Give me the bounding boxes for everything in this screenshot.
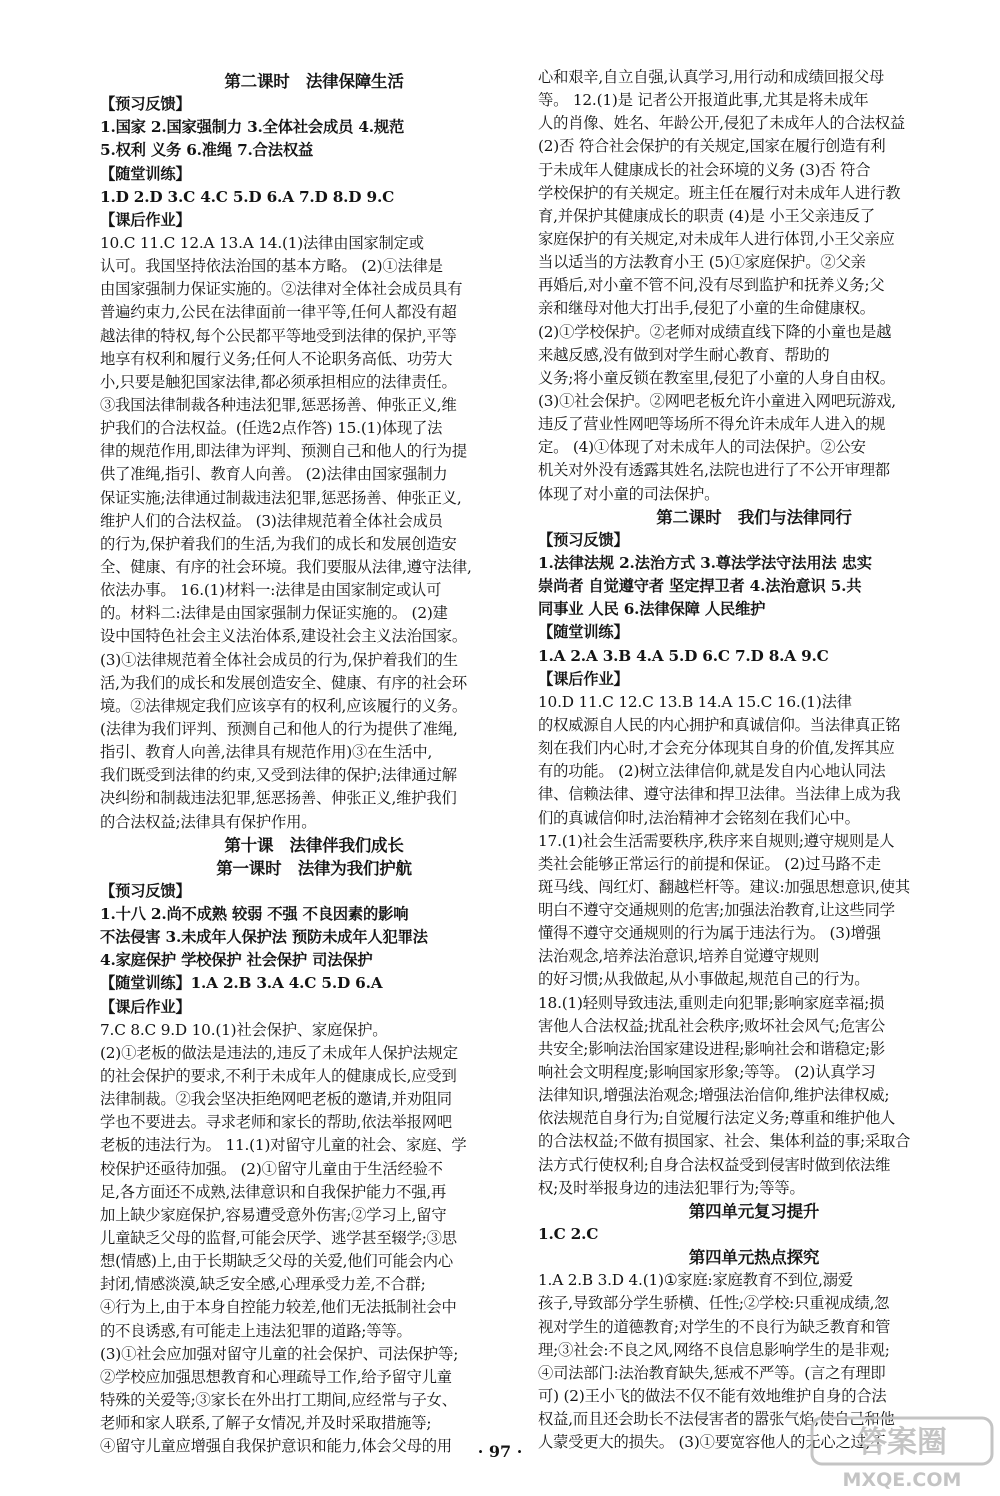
answer-key-line: 【预习反馈】 bbox=[100, 881, 191, 900]
text-line: 律、信赖法律、遵守法律和捍卫法律。当法律上成为我 bbox=[538, 785, 901, 804]
section-heading: 第四单元复习提升 bbox=[688, 1201, 820, 1221]
text-line: 于未成年人健康成长的社会环境的义务 (3)否 符合 bbox=[538, 160, 871, 179]
text-line: 体现了对小童的司法保护。 bbox=[538, 484, 720, 503]
text-line: 的不良诱惑,有可能走上违法犯罪的道路;等等。 bbox=[100, 1321, 412, 1340]
text-line: 的好习惯;从我做起,从小事做起,规范自己的行为。 bbox=[538, 970, 870, 989]
text-line: 儿童缺乏父母的监督,可能会厌学、逃学甚至辍学;③思 bbox=[100, 1229, 457, 1248]
text-line: 境。②法律规定我们应该享有的权利,应该履行的义务。 bbox=[100, 696, 467, 715]
text-line: 权;及时举报身边的违法犯罪行为;等等。 bbox=[538, 1178, 805, 1197]
text-line: 法方式行使权利;自身合法权益受到侵害时做到依法维 bbox=[538, 1155, 891, 1174]
text-line: 7.C 8.C 9.D 10.(1)社会保护、家庭保护。 bbox=[100, 1020, 388, 1039]
text-line: (2)否 符合社会保护的有关规定,国家在履行创造有利 bbox=[538, 137, 886, 156]
text-line: 学也不要进去。寻求老师和家长的帮助,依法举报网吧 bbox=[100, 1113, 452, 1132]
section-heading: 第十课 法律伴我们成长 bbox=[224, 835, 404, 855]
section-heading: 第二课时 法律保障生活 bbox=[224, 72, 404, 91]
text-line: 育,并保护其健康成长的职责 (4)是 小王父亲违反了 bbox=[538, 206, 875, 225]
text-line: 法律知识,增强法治观念;增强法治信仰,维护法律权威; bbox=[538, 1086, 890, 1105]
text-line: 校保护还亟待加强。 (2)①留守儿童由于生活经验不 bbox=[100, 1159, 443, 1178]
watermark-title: 答案圈 bbox=[857, 1425, 947, 1460]
answer-key-line: 不法侵害 3.未成年人保护法 预防未成年人犯罪法 bbox=[100, 928, 428, 947]
text-line: 越法律的特权,每个公民都平等地受到法律的保护,平等 bbox=[100, 326, 457, 345]
answer-key-line: 【课后作业】 bbox=[100, 210, 191, 229]
text-line: 依法办事。 16.(1)材料一:法律是由国家制定或认可 bbox=[100, 581, 442, 600]
text-line: 特殊的关爱等;③家长在外出打工期间,应经常与子女、 bbox=[100, 1391, 457, 1410]
text-line: 的合法权益;不做有损国家、社会、集体利益的事;采取合 bbox=[538, 1132, 911, 1151]
text-line: 害他人合法权益;扰乱社会秩序;败坏社会风气;危害公 bbox=[538, 1016, 885, 1035]
section-heading: 第四单元热点探究 bbox=[688, 1248, 820, 1268]
text-line: 来越反感,没有做到对学生耐心教育、帮助的 bbox=[538, 345, 830, 364]
text-line: 依法规范自身行为;自觉履行法定义务;尊重和维护他人 bbox=[538, 1109, 896, 1128]
text-line: 加上缺少家庭保护,容易遭受意外伤害;②学习上,留守 bbox=[100, 1205, 447, 1224]
answer-key-line: 【预习反馈】 bbox=[538, 530, 629, 549]
text-line: 老板的违法行为。 11.(1)对留守儿童的社会、家庭、学 bbox=[100, 1136, 467, 1155]
text-line: 违反了营业性网吧等场所不得允许未成年人进入的规 bbox=[538, 415, 886, 434]
text-line: 人蒙受更大的损失。 (3)①要宽容他人的无心之过,不 bbox=[538, 1433, 886, 1452]
answer-key-line: 1.C 2.C bbox=[538, 1225, 599, 1244]
text-line: 封闭,情感淡漠,缺乏安全感,心理承受力差,不合群; bbox=[100, 1275, 426, 1294]
answer-key-line: 1.A 2.A 3.B 4.A 5.D 6.C 7.D 8.A 9.C bbox=[538, 646, 829, 665]
text-line: 我们既受到法律的约束,又受到法律的保护;法律通过解 bbox=[100, 766, 457, 785]
text-line: 维护人们的合法权益。 (3)法律规范着全体社会成员 bbox=[100, 511, 443, 530]
text-line: 老师和家人联系,了解子女情况,并及时采取措施等; bbox=[100, 1414, 432, 1433]
text-line: ③我国法律制裁各种违法犯罪,惩恶扬善、伸张正义,维 bbox=[100, 395, 457, 414]
text-line: 理;③社会:不良之风,网络不良信息影响学生的是非观; bbox=[538, 1340, 890, 1359]
text-line: 1.A 2.B 3.D 4.(1)①家庭:家庭教育不到位,溺爱 bbox=[538, 1271, 853, 1290]
text-line: 们的真诚信仰时,法治精神才会铭刻在我们心中。 bbox=[538, 808, 860, 827]
text-line: (3)①社会应加强对留守儿童的社会保护、司法保护等; bbox=[100, 1344, 459, 1363]
text-line: 的社会保护的要求,不利于未成年人的健康成长,应受到 bbox=[100, 1067, 457, 1086]
text-line: 的行为,保护着我们的生活,为我们的成长和发展创造安 bbox=[100, 534, 457, 553]
text-line: 活,为我们的成长和发展创造安全、健康、有序的社会环 bbox=[100, 673, 467, 692]
text-line: 明白不遵守交通规则的危害;加强法治教育,让这些同学 bbox=[538, 901, 895, 920]
text-line: 类社会能够正常运行的前提和保证。 (2)过马路不走 bbox=[538, 854, 881, 873]
text-line: 10.D 11.C 12.C 13.B 14.A 15.C 16.(1)法律 bbox=[538, 692, 852, 711]
answer-key-line: 【课后作业】 bbox=[100, 997, 191, 1016]
text-line: 想(情感)上,由于长期缺乏父母的关爱,他们可能会内心 bbox=[100, 1252, 453, 1271]
text-line: 律的规范作用,即法律为评判、预测自己和他人的行为提 bbox=[100, 442, 467, 461]
text-line: 响社会文明程度;影响国家形象;等等。 (2)认真学习 bbox=[538, 1063, 876, 1082]
text-line: ②学校应加强思想教育和心理疏导工作,给予留守儿童 bbox=[100, 1367, 452, 1386]
text-line: 等。 12.(1)是 记者公开报道此事,尤其是将未成年 bbox=[538, 91, 869, 110]
answer-key-line: 【课后作业】 bbox=[538, 669, 629, 688]
text-line: (3)①法律规范着全体社会成员的行为,保护着我们的生 bbox=[100, 650, 458, 669]
answer-key-line: 1.D 2.D 3.C 4.C 5.D 6.A 7.D 8.D 9.C bbox=[100, 187, 395, 206]
text-line: 当以适当的方法教育小王 (5)①家庭保护。②父亲 bbox=[538, 253, 866, 272]
answer-key-line: 1.国家 2.国家强制力 3.全体社会成员 4.规范 bbox=[100, 118, 405, 137]
left-column bbox=[100, 70, 528, 1458]
text-line: 决纠纷和制裁违法犯罪,惩恶扬善、伸张正义,维护我们 bbox=[100, 789, 457, 808]
text-line: (法律为我们评判、预测自己和他人的行为提供了准绳, bbox=[100, 719, 458, 738]
text-line: 学校保护的有关规定。班主任在履行对未成年人进行教 bbox=[538, 183, 901, 202]
text-line: 机关对外没有透露其姓名,法院也进行了不公开审理都 bbox=[538, 461, 890, 480]
text-line: 再婚后,对小童不管不问,没有尽到监护和抚养义务;父 bbox=[538, 276, 885, 295]
text-line: 义务;将小童反锁在教室里,侵犯了小童的人身自由权。 bbox=[538, 368, 895, 387]
text-line: ④司法部门:法治教育缺失,惩戒不严等。(言之有理即 bbox=[538, 1363, 886, 1382]
text-line: 心和艰辛,自立自强,认真学习,用行动和成绩回报父母 bbox=[538, 68, 885, 86]
text-line: (2)①老板的做法是违法的,违反了未成年人保护法规定 bbox=[100, 1043, 458, 1062]
text-line: 刻在我们内心时,才会充分体现其自身的价值,发挥其应 bbox=[538, 739, 895, 758]
text-line: 保证实施;法律通过制裁违法犯罪,惩恶扬善、伸张正义, bbox=[100, 488, 462, 507]
text-line: 视对学生的道德教育;对学生的不良行为缺乏教育和管 bbox=[538, 1317, 891, 1336]
answer-key-line: 【随堂训练】 bbox=[538, 623, 629, 642]
text-line: 家庭保护的有关规定,对未成年人进行体罚,小王父亲应 bbox=[538, 229, 895, 248]
text-line: 小,只要是触犯国家法律,都必须承担相应的法律责任。 bbox=[100, 372, 457, 391]
text-line: (3)①社会保护。②网吧老板允许小童进入网吧玩游戏, bbox=[538, 391, 896, 410]
text-line: ④留守儿童应增强自我保护意识和能力,体会父母的用 bbox=[100, 1437, 452, 1456]
text-line: 18.(1)轻则导致违法,重则走向犯罪;影响家庭幸福;损 bbox=[538, 993, 885, 1012]
section-heading: 第一课时 法律为我们护航 bbox=[216, 858, 412, 878]
page-number: · 97 · bbox=[477, 1442, 523, 1461]
text-line: 10.C 11.C 12.A 13.A 14.(1)法律由国家制定或 bbox=[100, 233, 424, 252]
text-line: 足,各方面还不成熟,法律意识和自我保护能力不强,再 bbox=[100, 1182, 447, 1201]
text-line: 供了准绳,指引、教育人向善。 (2)法律由国家强制力 bbox=[100, 465, 448, 484]
text-line: 的权威源自人民的内心拥护和真诚信仰。当法律真正铭 bbox=[538, 715, 901, 734]
text-line: 指引、教育人向善,法律具有规范作用)③在生活中, bbox=[100, 743, 433, 762]
watermark-logo bbox=[808, 1412, 996, 1492]
answer-key-line: 【预习反馈】 bbox=[100, 95, 191, 114]
text-line: 定。 (4)①体现了对未成年人的司法保护。②公安 bbox=[538, 438, 866, 457]
answer-key-line: 5.权利 义务 6.准绳 7.合法权益 bbox=[100, 141, 314, 160]
text-line: 法治观念,培养法治意识,培养自觉遵守规则 bbox=[538, 947, 820, 966]
text-line: 亲和继母对他大打出手,侵犯了小童的生命健康权。 bbox=[538, 299, 875, 318]
text-line: 共安全;影响法治国家建设进程;影响社会和谐稳定;影 bbox=[538, 1039, 885, 1058]
answer-key-line: 4.家庭保护 学校保护 社会保护 司法保护 bbox=[100, 951, 373, 970]
text-line: 权益,而且还会助长不法侵害者的嚣张气焰,使自己和他 bbox=[538, 1410, 895, 1429]
section-heading: 第二课时 我们与法律同行 bbox=[656, 507, 852, 527]
answer-key-line: 【随堂训练】1.A 2.B 3.A 4.C 5.D 6.A bbox=[100, 974, 383, 993]
text-line: 护我们的合法权益。(任选2点作答) 15.(1)体现了法 bbox=[100, 419, 443, 438]
answer-key-line: 1.法律法规 2.法治方式 3.尊法学法守法用法 忠实 bbox=[538, 553, 872, 572]
text-line: 的。材料二:法律是由国家强制力保证实施的。 (2)建 bbox=[100, 604, 448, 623]
text-line: 人的肖像、姓名、年龄公开,侵犯了未成年人的合法权益 bbox=[538, 114, 905, 133]
answer-key-line: 同事业 人民 6.法律保障 人民维护 bbox=[538, 600, 766, 619]
text-line: 有的功能。 (2)树立法律信仰,就是发自内心地认同法 bbox=[538, 762, 886, 781]
text-line: 17.(1)社会生活需要秩序,秩序来自规则;遵守规则是人 bbox=[538, 831, 895, 850]
text-line: 的合法权益;法律具有保护作用。 bbox=[100, 812, 317, 831]
text-line: 斑马线、闯红灯、翻越栏杆等。建议:加强思想意识,使其 bbox=[538, 877, 910, 896]
text-line: 由国家强制力保证实施的。②法律对全体社会成员具有 bbox=[100, 280, 463, 299]
text-line: 普遍约束力,公民在法律面前一律平等,任何人都没有超 bbox=[100, 303, 457, 322]
text-line: 全、健康、有序的社会环境。我们要服从法律,遵守法律, bbox=[100, 557, 472, 576]
text-line: 法律制裁。②我会坚决拒绝网吧老板的邀请,并劝阻同 bbox=[100, 1090, 452, 1109]
watermark-url: MXQE.COM bbox=[842, 1469, 962, 1491]
text-line: 孩子,导致部分学生骄横、任性;②学校:只重视成绩,忽 bbox=[538, 1294, 890, 1313]
text-line: (2)①学校保护。②老师对成绩直线下降的小童也是越 bbox=[538, 322, 892, 341]
answer-key-line: 1.十八 2.尚不成熟 较弱 不强 不良因素的影响 bbox=[100, 905, 409, 924]
text-line: ④行为上,由于本身自控能力较差,他们无法抵制社会中 bbox=[100, 1298, 457, 1317]
text-line: 认可。我国坚持依法治国的基本方略。 (2)①法律是 bbox=[100, 257, 443, 276]
answer-key-line: 崇尚者 自觉遵守者 坚定捍卫者 4.法治意识 5.共 bbox=[538, 577, 862, 596]
text-line: 地享有权利和履行义务;任何人不论职务高低、功劳大 bbox=[100, 349, 453, 368]
text-line: 懂得不遵守交通规则的行为属于违法行为。 (3)增强 bbox=[538, 924, 881, 943]
text-line: 可) (2)王小飞的做法不仅不能有效地维护自身的合法 bbox=[538, 1387, 887, 1406]
right-column bbox=[538, 66, 970, 1454]
answer-key-line: 【随堂训练】 bbox=[100, 164, 191, 183]
text-line: 设中国特色社会主义法治体系,建设社会主义法治国家。 bbox=[100, 627, 467, 646]
